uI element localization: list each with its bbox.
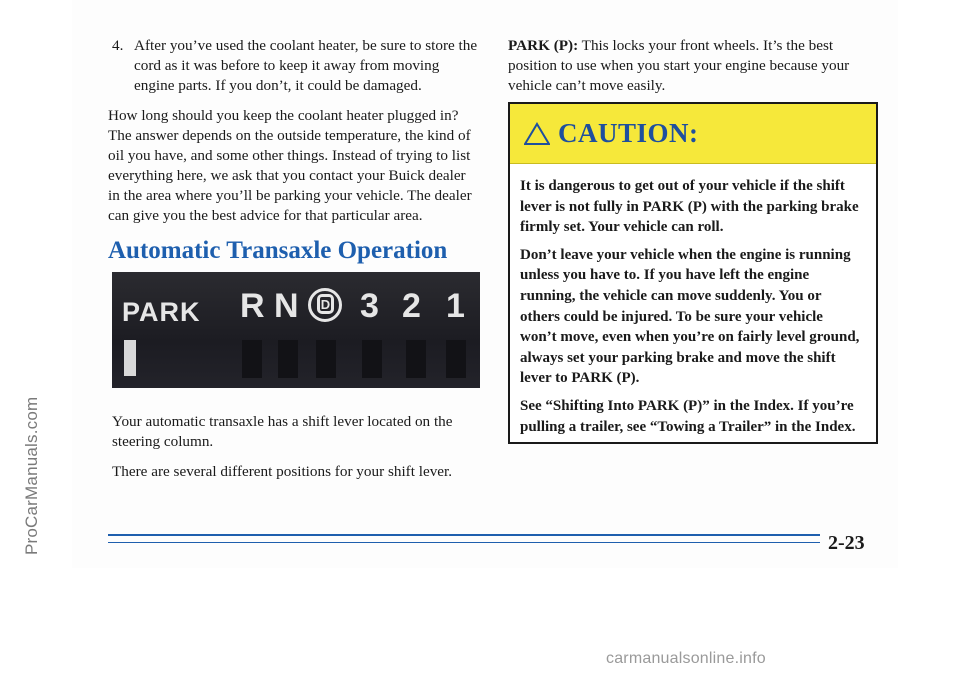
indicator-slot bbox=[278, 340, 298, 378]
shift-position-d: D bbox=[317, 294, 334, 314]
indicator-slot bbox=[362, 340, 382, 378]
footer-rule-thin bbox=[108, 542, 820, 543]
bottom-watermark: carmanualsonline.info bbox=[606, 650, 766, 667]
park-text: This locks your front wheels. It’s the best position to use when you start your engine because your vehicle can’t move easily. bbox=[508, 37, 850, 94]
indicator-slot bbox=[446, 340, 466, 378]
right-column bbox=[508, 36, 880, 96]
overdrive-icon bbox=[308, 288, 342, 322]
caption-positions: There are several different positions for your shift lever. bbox=[112, 463, 453, 480]
shift-lever-caption bbox=[112, 412, 484, 482]
shift-indicator-photo bbox=[112, 272, 480, 388]
indicator-slot bbox=[242, 340, 262, 378]
caution-body bbox=[510, 164, 876, 437]
shift-position-park: PARK bbox=[122, 297, 201, 327]
shift-position-n: N bbox=[274, 287, 299, 325]
left-column bbox=[108, 36, 480, 266]
caution-label: CAUTION: bbox=[558, 118, 699, 148]
caution-box bbox=[508, 102, 878, 444]
page-number: 2-23 bbox=[828, 532, 865, 554]
park-description bbox=[508, 36, 880, 96]
shift-position-r: R bbox=[240, 287, 265, 325]
step-item bbox=[112, 36, 480, 96]
footer-rule bbox=[108, 534, 820, 543]
caption-location: Your automatic transaxle has a shift lever located on the steering column. bbox=[112, 413, 453, 450]
caution-paragraph: It is dangerous to get out of your vehicle if the shift lever is not fully in PARK (P) with the parking brake firmly set. Your vehicle can roll. bbox=[520, 178, 859, 236]
side-watermark-text: ProCarManuals.com bbox=[22, 396, 41, 555]
park-label: PARK (P): bbox=[508, 37, 579, 54]
warning-triangle-icon bbox=[524, 122, 550, 146]
step-number: 4. bbox=[112, 37, 124, 54]
side-watermark bbox=[0, 0, 41, 675]
caution-paragraph: See “Shifting Into PARK (P)” in the Index. If you’re pulling a trailer, see “Towing a Trailer” in the Index. bbox=[520, 397, 856, 435]
caution-banner bbox=[510, 104, 876, 164]
shift-position-3: 3 bbox=[360, 287, 379, 325]
shift-pointer bbox=[124, 340, 136, 376]
section-title: Automatic Transaxle Operation bbox=[108, 237, 448, 264]
indicator-slot bbox=[316, 340, 336, 378]
caution-paragraph: Don’t leave your vehicle when the engine is running unless you have to. If you have left the engine running, the vehicle can move suddenly. You or others could be injured. To be sure your vehicle won’t move, even when you’re on fairly level ground, always set your parking brake and move the shift lever to PARK (P). bbox=[520, 246, 860, 387]
shift-position-2: 2 bbox=[402, 287, 421, 325]
footer-rule-thick bbox=[108, 534, 820, 536]
coolant-heater-paragraph: How long should you keep the coolant heater plugged in? The answer depends on the outside temperature, the kind of oil you have, and some other things. Instead of trying to list everything here, we ask that you contact your Buick dealer in the area where you’ll be parking your vehicle. The dealer can give you the best advice for that particular area. bbox=[108, 107, 472, 224]
step-text: After you’ve used the coolant heater, be sure to store the cord as it was before to keep it away from moving engine parts. If you don’t, it could be damaged. bbox=[134, 37, 478, 94]
shift-position-1: 1 bbox=[446, 287, 465, 325]
indicator-slot bbox=[406, 340, 426, 378]
